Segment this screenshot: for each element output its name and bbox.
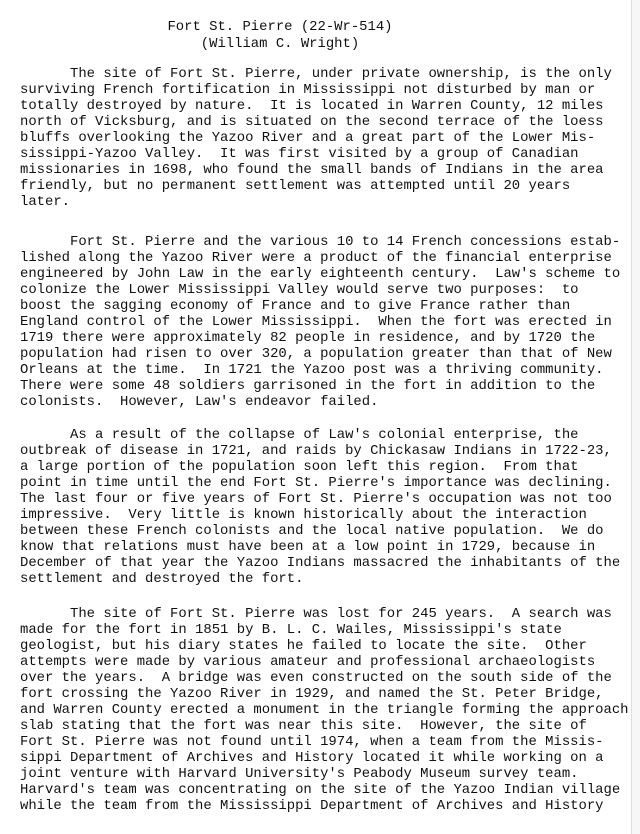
text-line: a large portion of the population soon left this region. From that [20,459,579,475]
text-line: sippi Department of Archives and History located it while working on a [20,750,604,766]
text-line: colonize the Lower Mississippi Valley would serve two purposes: to [20,282,579,298]
text-line: Orleans at the time. In 1721 the Yazoo post was a thriving community. [20,362,604,378]
text-line: impressive. Very little is known historically about the interaction [20,507,587,523]
text-line: friendly, but no permanent settlement was attempted until 20 years [20,178,571,194]
text-line: fort crossing the Yazoo River in 1929, and named the St. Peter Bridge, [20,686,604,702]
text-line: bluffs overlooking the Yazoo River and a great part of the Lower Mis- [20,130,596,146]
text-line: attempts were made by various amateur and professional archaeologists [20,654,596,670]
text-line: As a result of the collapse of Law's colonial enterprise, the [20,427,579,443]
text-line: joint venture with Harvard University's Peabody Museum survey team. [20,766,579,782]
text-line: Harvard's team was concentrating on the site of the Yazoo Indian village [20,782,621,798]
text-line: The site of Fort St. Pierre was lost for 245 years. A search was [20,606,612,622]
page-edge-scrollbar [631,0,640,834]
paragraph-2 [20,234,630,410]
text-line: surviving French fortification in Mississippi not disturbed by man or [20,82,596,98]
text-line: and Warren County erected a monument in the triangle forming the approach [20,702,629,718]
text-line: sissippi-Yazoo Valley. It was first visited by a group of Canadian [20,146,579,162]
text-line: Fort St. Pierre was not found until 1974, when a team from the Missis- [20,734,604,750]
text-line: The last four or five years of Fort St. Pierre's occupation was not too [20,491,612,507]
text-line: later. [20,194,71,210]
text-line: Fort St. Pierre and the various 10 to 14 French concessions estab- [20,234,621,250]
text-line: boost the sagging economy of France and to give France rather than [20,298,571,314]
text-line: slab stating that the fort was near this site. However, the site of [20,718,587,734]
text-line: England control of the Lower Mississippi. When the fort was erected in [20,314,612,330]
text-line: while the team from the Mississippi Department of Archives and History [20,798,604,814]
text-line: engineered by John Law in the early eighteenth century. Law's scheme to [20,266,621,282]
paragraph-1 [20,66,630,210]
text-line: missionaries in 1698, who found the small bands of Indians in the area [20,162,604,178]
paragraph-4 [20,606,630,814]
text-line: settlement and destroyed the fort. [20,571,304,587]
text-line: totally destroyed by nature. It is located in Warren County, 12 miles [20,98,604,114]
text-line: geologist, but his diary states he failed to locate the site. Other [20,638,587,654]
title-block [0,19,560,53]
text-line: point in time until the end Fort St. Pierre's importance was declining. [20,475,612,491]
text-line: The site of Fort St. Pierre, under private ownership, is the only [20,66,612,82]
document-title: Fort St. Pierre (22-Wr-514) [167,19,393,35]
text-line: between these French colonists and the local native population. We do [20,523,604,539]
text-line: over the years. A bridge was even constructed on the south side of the [20,670,612,686]
text-line: lished along the Yazoo River were a product of the financial enterprise [20,250,612,266]
text-line: 1719 there were approximately 82 people in residence, and by 1720 the [20,330,596,346]
text-line: population had risen to over 320, a population greater than that of New [20,346,612,362]
text-line: December of that year the Yazoo Indians massacred the inhabitants of the [20,555,621,571]
text-line: made for the fort in 1851 by B. L. C. Wailes, Mississippi's state [20,622,562,638]
text-line: There were some 48 soldiers garrisoned in the fort in addition to the [20,378,596,394]
text-line: know that relations must have been at a low point in 1729, because in [20,539,596,555]
text-line: colonists. However, Law's endeavor failed. [20,394,379,410]
text-line: north of Vicksburg, and is situated on the second terrace of the loess [20,114,604,130]
paragraph-3 [20,427,630,587]
text-line: outbreak of disease in 1721, and raids by Chickasaw Indians in 1722-23, [20,443,612,459]
document-author: (William C. Wright) [200,36,360,52]
